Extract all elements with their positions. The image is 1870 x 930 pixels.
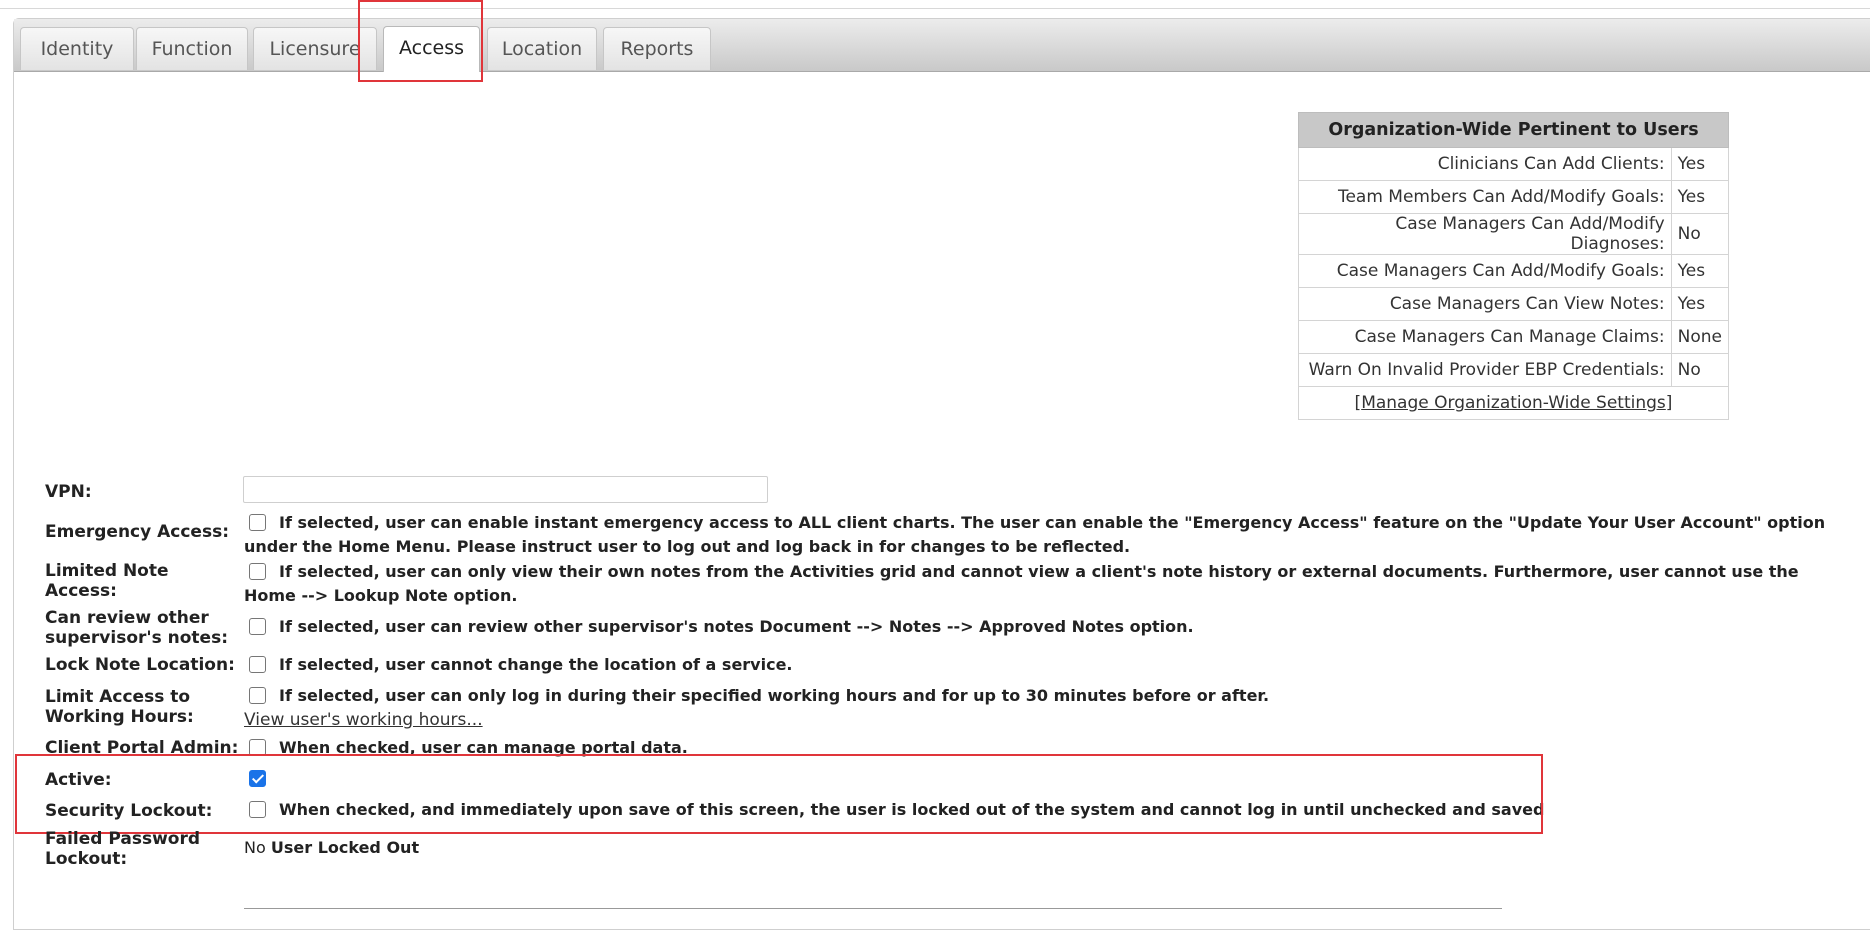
failed-password-lockout-value: No User Locked Out bbox=[244, 838, 420, 857]
emergency-access-description: If selected, user can enable instant emergency access to ALL client charts. The user can enable the "Emergency Access" feature on the "Update Your User Account" option under the Home Menu. Please instruct user to log out and log back in for changes to be reflected. bbox=[244, 513, 1826, 556]
org-setting-row: Clinicians Can Add Clients: Yes bbox=[1299, 148, 1729, 181]
limit-working-hours-label: Limit Access to Working Hours: bbox=[45, 687, 194, 727]
lock-note-location-description: If selected, user cannot change the location of a service. bbox=[279, 655, 793, 674]
active-label: Active: bbox=[45, 770, 112, 790]
org-setting-row: Case Managers Can Manage Claims: None bbox=[1299, 321, 1729, 354]
vpn-label: VPN: bbox=[45, 482, 92, 502]
org-setting-row: Case Managers Can View Notes: Yes bbox=[1299, 288, 1729, 321]
view-working-hours-link[interactable]: View user's working hours... bbox=[244, 710, 483, 730]
org-setting-row: Team Members Can Add/Modify Goals: Yes bbox=[1299, 181, 1729, 214]
failed-password-lockout-label: Failed Password Lockout: bbox=[45, 829, 201, 869]
org-setting-row: Case Managers Can Add/Modify Goals: Yes bbox=[1299, 255, 1729, 288]
tab-location[interactable]: Location bbox=[487, 27, 597, 70]
manage-settings-cell: [Manage Organization-Wide Settings] bbox=[1299, 387, 1729, 420]
tab-access[interactable]: Access bbox=[383, 26, 480, 72]
review-supervisor-notes-label: Can review other supervisor's notes: bbox=[45, 608, 228, 648]
lock-note-location-label: Lock Note Location: bbox=[45, 655, 235, 675]
tab-licensure[interactable]: Licensure bbox=[253, 27, 377, 70]
limited-note-access-label: Limited Note Access: bbox=[45, 561, 169, 601]
client-portal-admin-description: When checked, user can manage portal data. bbox=[279, 738, 688, 757]
org-setting-row: Case Managers Can Add/Modify Diagnoses: No bbox=[1299, 214, 1729, 255]
security-lockout-description: When checked, and immediately upon save of this screen, the user is locked out of the system and cannot log in until unchecked and saved bbox=[279, 800, 1545, 819]
emergency-access-label: Emergency Access: bbox=[45, 522, 229, 542]
limited-note-access-description: If selected, user can only view their own notes from the Activities grid and cannot view a client's note history or external documents. Furthermore, user cannot use the Home --> Lookup Note option. bbox=[244, 562, 1799, 605]
security-lockout-label: Security Lockout: bbox=[45, 801, 213, 821]
bottom-divider bbox=[244, 908, 1502, 909]
vpn-input[interactable] bbox=[243, 476, 768, 503]
tab-identity[interactable]: Identity bbox=[20, 27, 134, 70]
manage-org-settings-link[interactable]: Manage Organization-Wide Settings bbox=[1361, 393, 1666, 413]
org-setting-row: Warn On Invalid Provider EBP Credentials: No bbox=[1299, 354, 1729, 387]
tab-reports[interactable]: Reports bbox=[603, 27, 711, 70]
limit-working-hours-description: If selected, user can only log in during their specified working hours and for up to 30 minutes before or after. bbox=[279, 686, 1270, 705]
top-divider bbox=[0, 8, 1870, 9]
client-portal-admin-label: Client Portal Admin: bbox=[45, 738, 239, 758]
org-settings-header: Organization-Wide Pertinent to Users bbox=[1299, 113, 1729, 148]
review-supervisor-notes-description: If selected, user can review other supervisor's notes Document --> Notes --> Approved Notes option. bbox=[279, 617, 1194, 636]
tab-function[interactable]: Function bbox=[136, 27, 248, 70]
active-checkbox[interactable] bbox=[249, 770, 266, 787]
org-settings-table bbox=[1298, 112, 1729, 420]
